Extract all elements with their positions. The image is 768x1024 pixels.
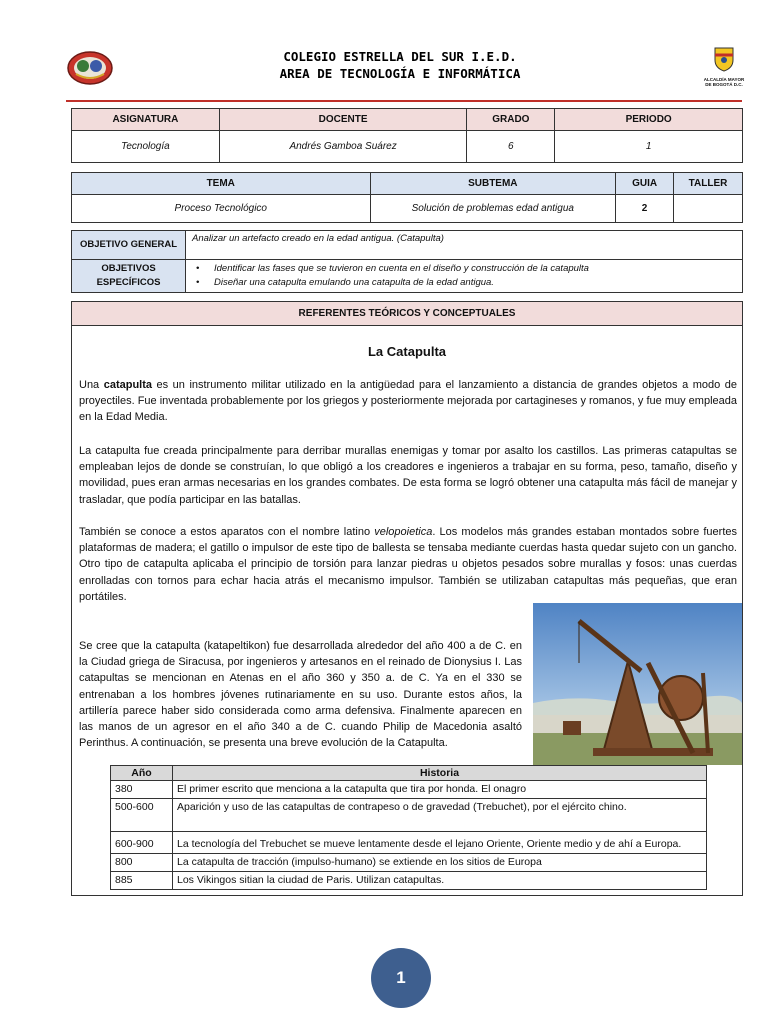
history-table [110,765,707,890]
value-grado: 6 [467,131,555,163]
school-emblem-logo [66,50,114,86]
p3-italic-term: velopoietica [374,526,433,538]
header-docente: DOCENTE [219,109,467,131]
history-year: 380 [111,781,173,799]
header-periodo: PERIODO [555,109,743,131]
paragraph-3 [79,524,737,605]
course-info-table [71,108,743,163]
city-logo-caption-2: DE BOGOTÁ D.C. [705,82,743,87]
value-guia: 2 [616,195,674,223]
value-subtema: Solución de problemas edad antigua [370,195,616,223]
paragraph-4: Se cree que la catapulta (katapeltikon) fue desarrollada alrededor del año 400 a de C. en la Ciudad griega de Siracusa, por ingenieros y artesanos en el reinado de Dionysius I. Las catapultas se mencionan en Atenas en el año 360 y 350 a. de C. Ya en el 330 se entrenaban a los hombres jóvenes rutinariamente en su uso. Durante estos años, la artillería parece haber sido considerada como arma defensiva. Finalmente aparecen en las manos de un agresor en el año 340 a de C. cuando Philip de Macedonia asaltó Perinthus. A continuación, se presenta una breve evolución de la Catapulta. [79,640,522,750]
area-name: AREA DE TECNOLOGÍA E INFORMÁTICA [279,66,521,81]
document-header [60,40,750,106]
value-tema: Proceso Tecnológico [72,195,371,223]
value-taller [674,195,743,223]
p1-text: Una [79,379,104,391]
value-asignatura: Tecnología [72,131,220,163]
header-guia: GUIA [616,173,674,195]
table-row [111,799,707,832]
city-logo-caption-1: ALCALDÍA MAYOR [703,77,745,82]
specific-objectives-label: OBJETIVOS ESPECÍFICOS [72,260,186,293]
p1-text-rest: es un instrumento militar utilizado en la antigüedad para el lanzamiento a distancia de grandes objetos a modo de proyectiles. Fue inventada probablemente por los griegos y posteriormente mejorada por cartagineses y romanos, y fue muy empleada en la Edad Media. [79,379,737,424]
specific-objective-item: • Identificar las fases que se tuvieron en cuenta en el diseño y construcción de la catapulta [192,262,736,276]
table-row [111,781,707,799]
p3-text-rest: . Los modelos más grandes estaban montados sobre fuertes plataformas de madera; el gatillo o impulsor de este tipo de ballesta se tensaba mediante cuerdas hasta quedar sujeto con un gancho. Otro tipo de catapulta aplicaba el principio de torsión para lanzar piedras u objetos pesados sobre murallas y fosos: unas cuerdas enrolladas con tornos para echar hacia atrás el mecanismo impulsor. También se utilizaban catapultas más pequeñas, que eran portátiles. [79,526,737,603]
header-asignatura: ASIGNATURA [72,109,220,131]
header-tema: TEMA [72,173,371,195]
p1-bold-term: catapulta [103,379,153,391]
history-year: 500-600 [111,799,173,832]
history-text: La tecnología del Trebuchet se mueve lentamente desde el lejano Oriente, Oriente medio y de ahí a Europa. [173,832,707,854]
specific-objective-item: • Diseñar una catapulta emulando una catapulta de la edad antigua. [192,276,736,290]
history-text: Los Vikingos sitian la ciudad de Paris. Utilizan catapultas. [173,872,707,890]
history-text: El primer escrito que menciona a la catapulta que tira por honda. El onagro [173,781,707,799]
header-divider-line [66,100,742,102]
general-objective-text: Analizar un artefacto creado en la edad antigua. (Catapulta) [186,231,743,260]
general-objective-label: OBJETIVO GENERAL [72,231,186,260]
objectives-table [71,230,743,293]
history-text: Aparición y uso de las catapultas de contrapeso o de gravedad (Trebuchet), por el ejército chino. [173,799,707,832]
value-docente: Andrés Gamboa Suárez [219,131,467,163]
history-year: 600-900 [111,832,173,854]
paragraph-2: La catapulta fue creada principalmente para derribar murallas enemigas y tomar por asalto los castillos. Las primeras catapultas se empleaban lejos de donde se construían, lo que obligó a los creadores e ingenieros a trabajar en su forma, peso, tamaño, diseño y movilidad, pues eran armas necesarias en los grandes combates. De esta forma se logró obtener una catapulta más fácil de manejar y trasladar, que podía participar en las batallas. [79,445,737,506]
table-row [111,872,707,890]
paragraph-1 [79,377,737,426]
school-name: COLEGIO ESTRELLA DEL SUR I.E.D. [283,49,517,64]
history-header-year: Año [111,766,173,781]
header-taller: TALLER [674,173,743,195]
history-year: 800 [111,854,173,872]
table-row [111,832,707,854]
table-row [111,854,707,872]
history-text: La catapulta de tracción (impulso-humano) se extiende en los sitios de Europa [173,854,707,872]
value-periodo: 1 [555,131,743,163]
header-subtema: SUBTEMA [370,173,616,195]
history-year: 885 [111,872,173,890]
header-title [210,48,590,82]
history-header-history: Historia [173,766,707,781]
article-title: La Catapulta [367,344,446,359]
specific-objectives-list [186,260,743,293]
topic-table [71,172,743,223]
bogota-city-logo [698,46,750,92]
references-heading: REFERENTES TEÓRICOS Y CONCEPTUALES [72,302,742,326]
p3-text: También se conoce a estos aparatos con el nombre latino [79,526,375,538]
header-grado: GRADO [467,109,555,131]
trebuchet-photo [533,603,742,765]
page-number-badge: 1 [371,948,431,1008]
